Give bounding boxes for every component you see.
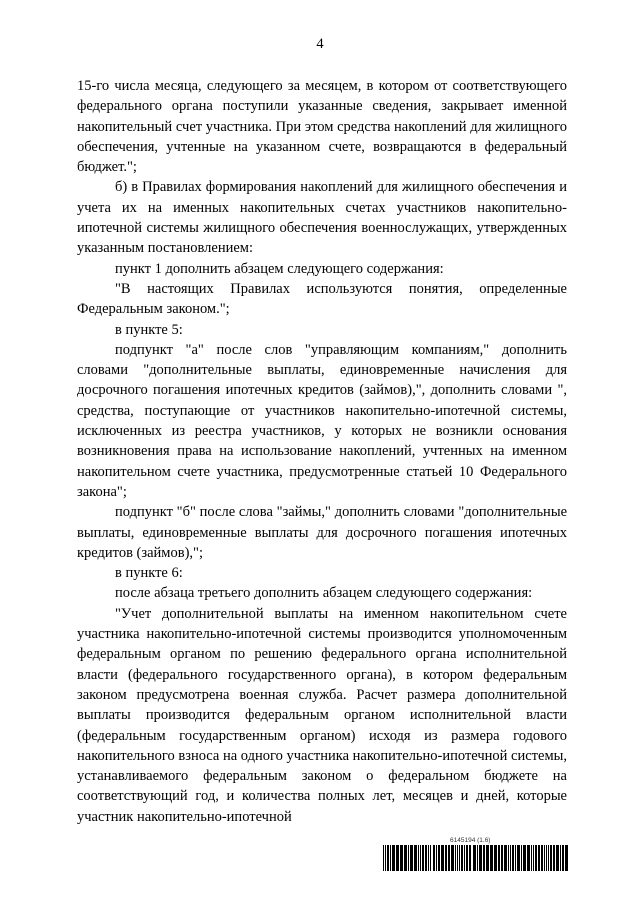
- document-body: [77, 76, 567, 827]
- paragraph-subpoint-b: подпункт "б" после слова "займы," дополнить словами "дополнительные выплаты, единовременные выплаты для досрочного погашения ипотечных кредитов (займов),";: [77, 504, 567, 561]
- paragraph-item-b: б) в Правилах формирования накоплений для жилищного обеспечения и учета их на именных накопительных счетах участников накопительно-ипотечной системы жилищного обеспечения военнослужащих, утвержденных указанным постановлением:: [77, 179, 567, 257]
- paragraph-quote-definitions: "В настоящих Правилах используются понятия, определенные Федеральным законом.";: [77, 280, 567, 318]
- paragraph-point-6: в пункте 6:: [115, 565, 183, 582]
- paragraph-after-third: после абзаца третьего дополнить абзацем следующего содержания:: [115, 585, 533, 602]
- barcode-icon: [383, 845, 568, 871]
- paragraph-subpoint-a: подпункт "а" после слов "управляющим компаниям," дополнить словами "дополнительные выплаты, единовременные начисления для досрочного погашения ипотечных кредитов (займов),", дополнить словами ", средства, поступающие от участников накопительно-ипотечной системы, исключенных из реестра участников, у которых не возникли основания возникновения права на использование накоплений, учтенных на именном накопительном счете участника, предусмотренные статьей 10 Федерального закона";: [77, 341, 567, 500]
- page-number: 4: [316, 36, 324, 52]
- paragraph-quote-accounting: "Учет дополнительной выплаты на именном накопительном счете участника накопительно-ипотечной системы производится уполномоченным федеральным органом по решению федерального органа исполнительной власти (федерального государственного органа), в котором федеральным законом предусмотрена военная служба. Расчет размера дополнительной выплаты производится федеральным органом исполнительной власти (федеральным государственным органом) исходя из размера годового накопительного взноса на одного участника накопительно-ипотечной системы, устанавливаемого федеральным законом о федеральном бюджете на соответствующий год, и количества полных лет, месяцев и дней, которые участник накопительно-ипотечной: [77, 605, 567, 825]
- paragraph-point-1: пункт 1 дополнить абзацем следующего содержания:: [115, 260, 444, 277]
- paragraph-point-5: в пункте 5:: [115, 321, 183, 338]
- document-code: 6145194 (1.6): [450, 837, 491, 844]
- paragraph-continuation: 15-го числа месяца, следующего за месяцем, в котором от соответствующего федерального органа поступили указанные сведения, закрывает именной накопительный счет участника. При этом средства накоплений для жилищного обеспечения, учтенные на указанном счете, возвращаются в федеральный бюджет.";: [77, 78, 567, 176]
